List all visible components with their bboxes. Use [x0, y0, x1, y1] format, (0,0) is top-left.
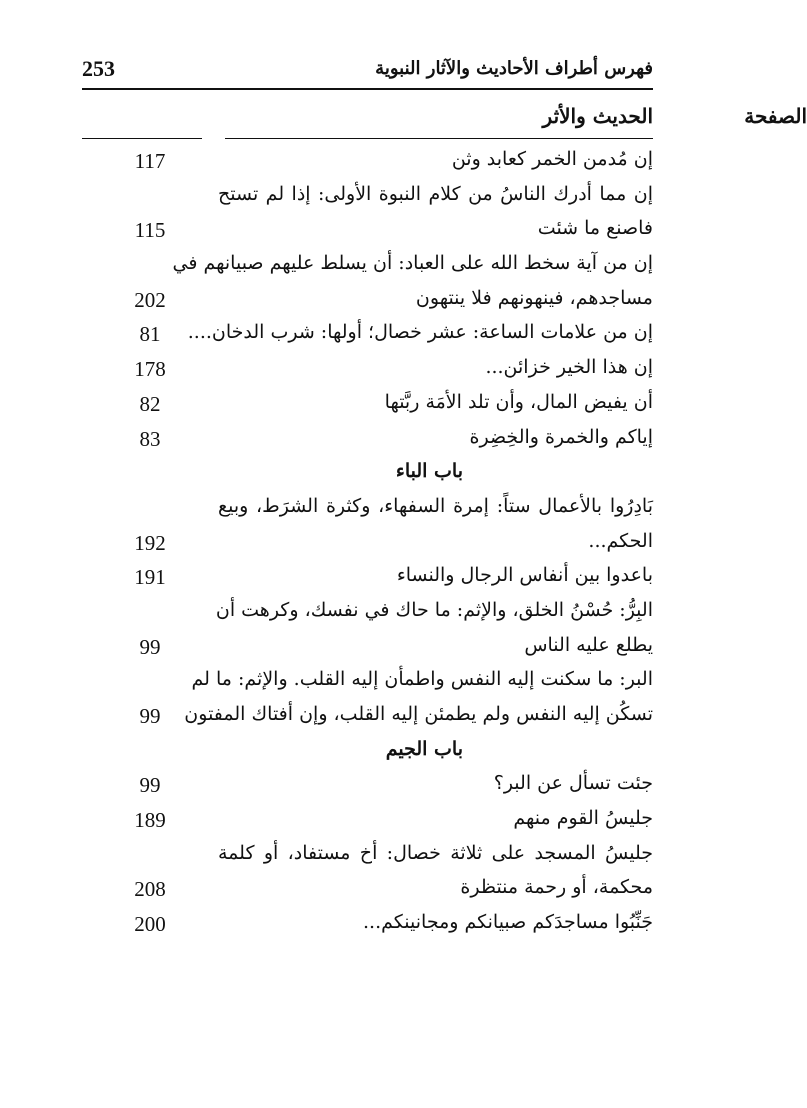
column-header-page: الصفحة [744, 104, 807, 128]
entry-page-number: 115 [134, 218, 166, 243]
index-entry-row [82, 905, 653, 940]
index-entry-row [82, 628, 653, 663]
entry-text: أن يفيض المال، وأن تلد الأمَة ربَّتها [384, 390, 653, 413]
index-entry-row [82, 350, 653, 385]
column-rule-hadith [225, 138, 653, 139]
index-entry-row [82, 870, 653, 905]
section-heading-row [82, 454, 653, 489]
entry-text: بَادِرُوا بالأعمال ستاً: إمرة السفهاء، وكثرة الشرَط، وبيع [218, 494, 653, 517]
header-rule [82, 88, 653, 90]
entry-page-number: 202 [134, 287, 166, 312]
entry-page-number: 178 [134, 357, 166, 382]
entry-text: إن من علامات الساعة: عشر خصال؛ أولها: شرب الدخان.... [187, 321, 653, 344]
index-entry-row [82, 385, 653, 420]
index-entry-row [82, 558, 653, 593]
page-header [82, 52, 653, 88]
entry-text: الحكم... [588, 529, 653, 552]
entry-text: تسكُن إليه النفس ولم يطمئن إليه القلب، وإن أفتاك المفتون [184, 703, 653, 725]
entry-text: جئت تسأل عن البر؟ [493, 772, 653, 795]
entry-page-number [82, 593, 218, 628]
section-heading: باب الباء [395, 460, 463, 483]
entry-text: جليسُ القوم منهم [513, 807, 653, 830]
index-entry-row [82, 766, 653, 801]
entry-text: جليسُ المسجد على ثلاثة خصال: أخ مستفاد، أو كلمة [218, 841, 653, 864]
column-rule-page [82, 138, 202, 139]
entry-page-number [82, 489, 218, 524]
index-entry-row [82, 420, 653, 455]
entry-page-number: 99 [139, 704, 161, 728]
index-entry-row [82, 662, 653, 697]
index-entry-row [82, 801, 653, 836]
index-entry-row [82, 142, 653, 177]
entry-page-number: 208 [134, 877, 166, 902]
index-entry-row [82, 211, 653, 246]
entry-text: فاصنع ما شئت [537, 217, 653, 240]
running-title: فهرس أطراف الأحاديث والآثار النبوية [375, 58, 653, 79]
entry-page-number: 83 [139, 426, 161, 451]
page-number: 253 [82, 56, 115, 81]
entry-text: البر: ما سكنت إليه النفس واطمأن إليه القلب. والإثم: ما لم [191, 668, 653, 691]
entry-text: إن مما أدرك الناسُ من كلام النبوة الأولى: إذا لم تستح [218, 182, 653, 205]
entry-page-number [82, 662, 218, 697]
entry-page-number: 82 [139, 391, 161, 416]
entry-text: جَنِّبُوا مساجدَكم صبيانكم ومجانينكم... [363, 911, 653, 934]
entry-text: محكمة، أو رحمة منتظرة [460, 876, 653, 899]
entry-page-number: 81 [139, 322, 161, 347]
entry-text: يطلع عليه الناس [524, 633, 653, 656]
entry-page-number [82, 246, 218, 281]
entry-page-number [82, 177, 218, 212]
entry-text: البِرُّ: حُسْنُ الخلق، والإثم: ما حاك في نفسك، وكرهت أن [215, 598, 653, 621]
entry-page-number: 191 [134, 565, 166, 590]
entry-text: إن مُدمن الخمر كعابد وثن [451, 148, 653, 170]
entry-text: إياكم والخمرة والخِضِرة [469, 425, 653, 448]
entry-text: مساجدهم، فينهونهم فلا ينتهون [415, 286, 653, 309]
section-heading-row [82, 732, 653, 767]
entry-page-number [82, 836, 218, 871]
index-entry-row [82, 524, 653, 559]
section-heading: باب الجيم [385, 737, 463, 760]
index-entries [82, 142, 653, 940]
entry-page-number: 99 [139, 773, 161, 798]
entry-text: إن هذا الخير خزائن... [485, 356, 653, 379]
index-entry-row [82, 593, 653, 628]
index-entry-row [82, 315, 653, 350]
entry-page-number: 117 [134, 149, 166, 173]
index-entry-row [82, 246, 653, 281]
entry-page-number: 99 [139, 634, 161, 659]
index-entry-row [82, 281, 653, 316]
column-header-hadith: الحديث والأثر [542, 104, 653, 128]
entry-page-number: 192 [134, 530, 166, 555]
index-entry-row [82, 697, 653, 732]
index-entry-row [82, 836, 653, 871]
index-entry-row [82, 177, 653, 212]
index-entry-row [82, 489, 653, 524]
entry-page-number: 200 [134, 912, 166, 937]
entry-page-number: 189 [134, 808, 166, 833]
entry-text: إن من آية سخط الله على العباد: أن يسلط عليهم صبيانهم في [172, 252, 653, 275]
entry-text: باعدوا بين أنفاس الرجال والنساء [396, 564, 653, 587]
